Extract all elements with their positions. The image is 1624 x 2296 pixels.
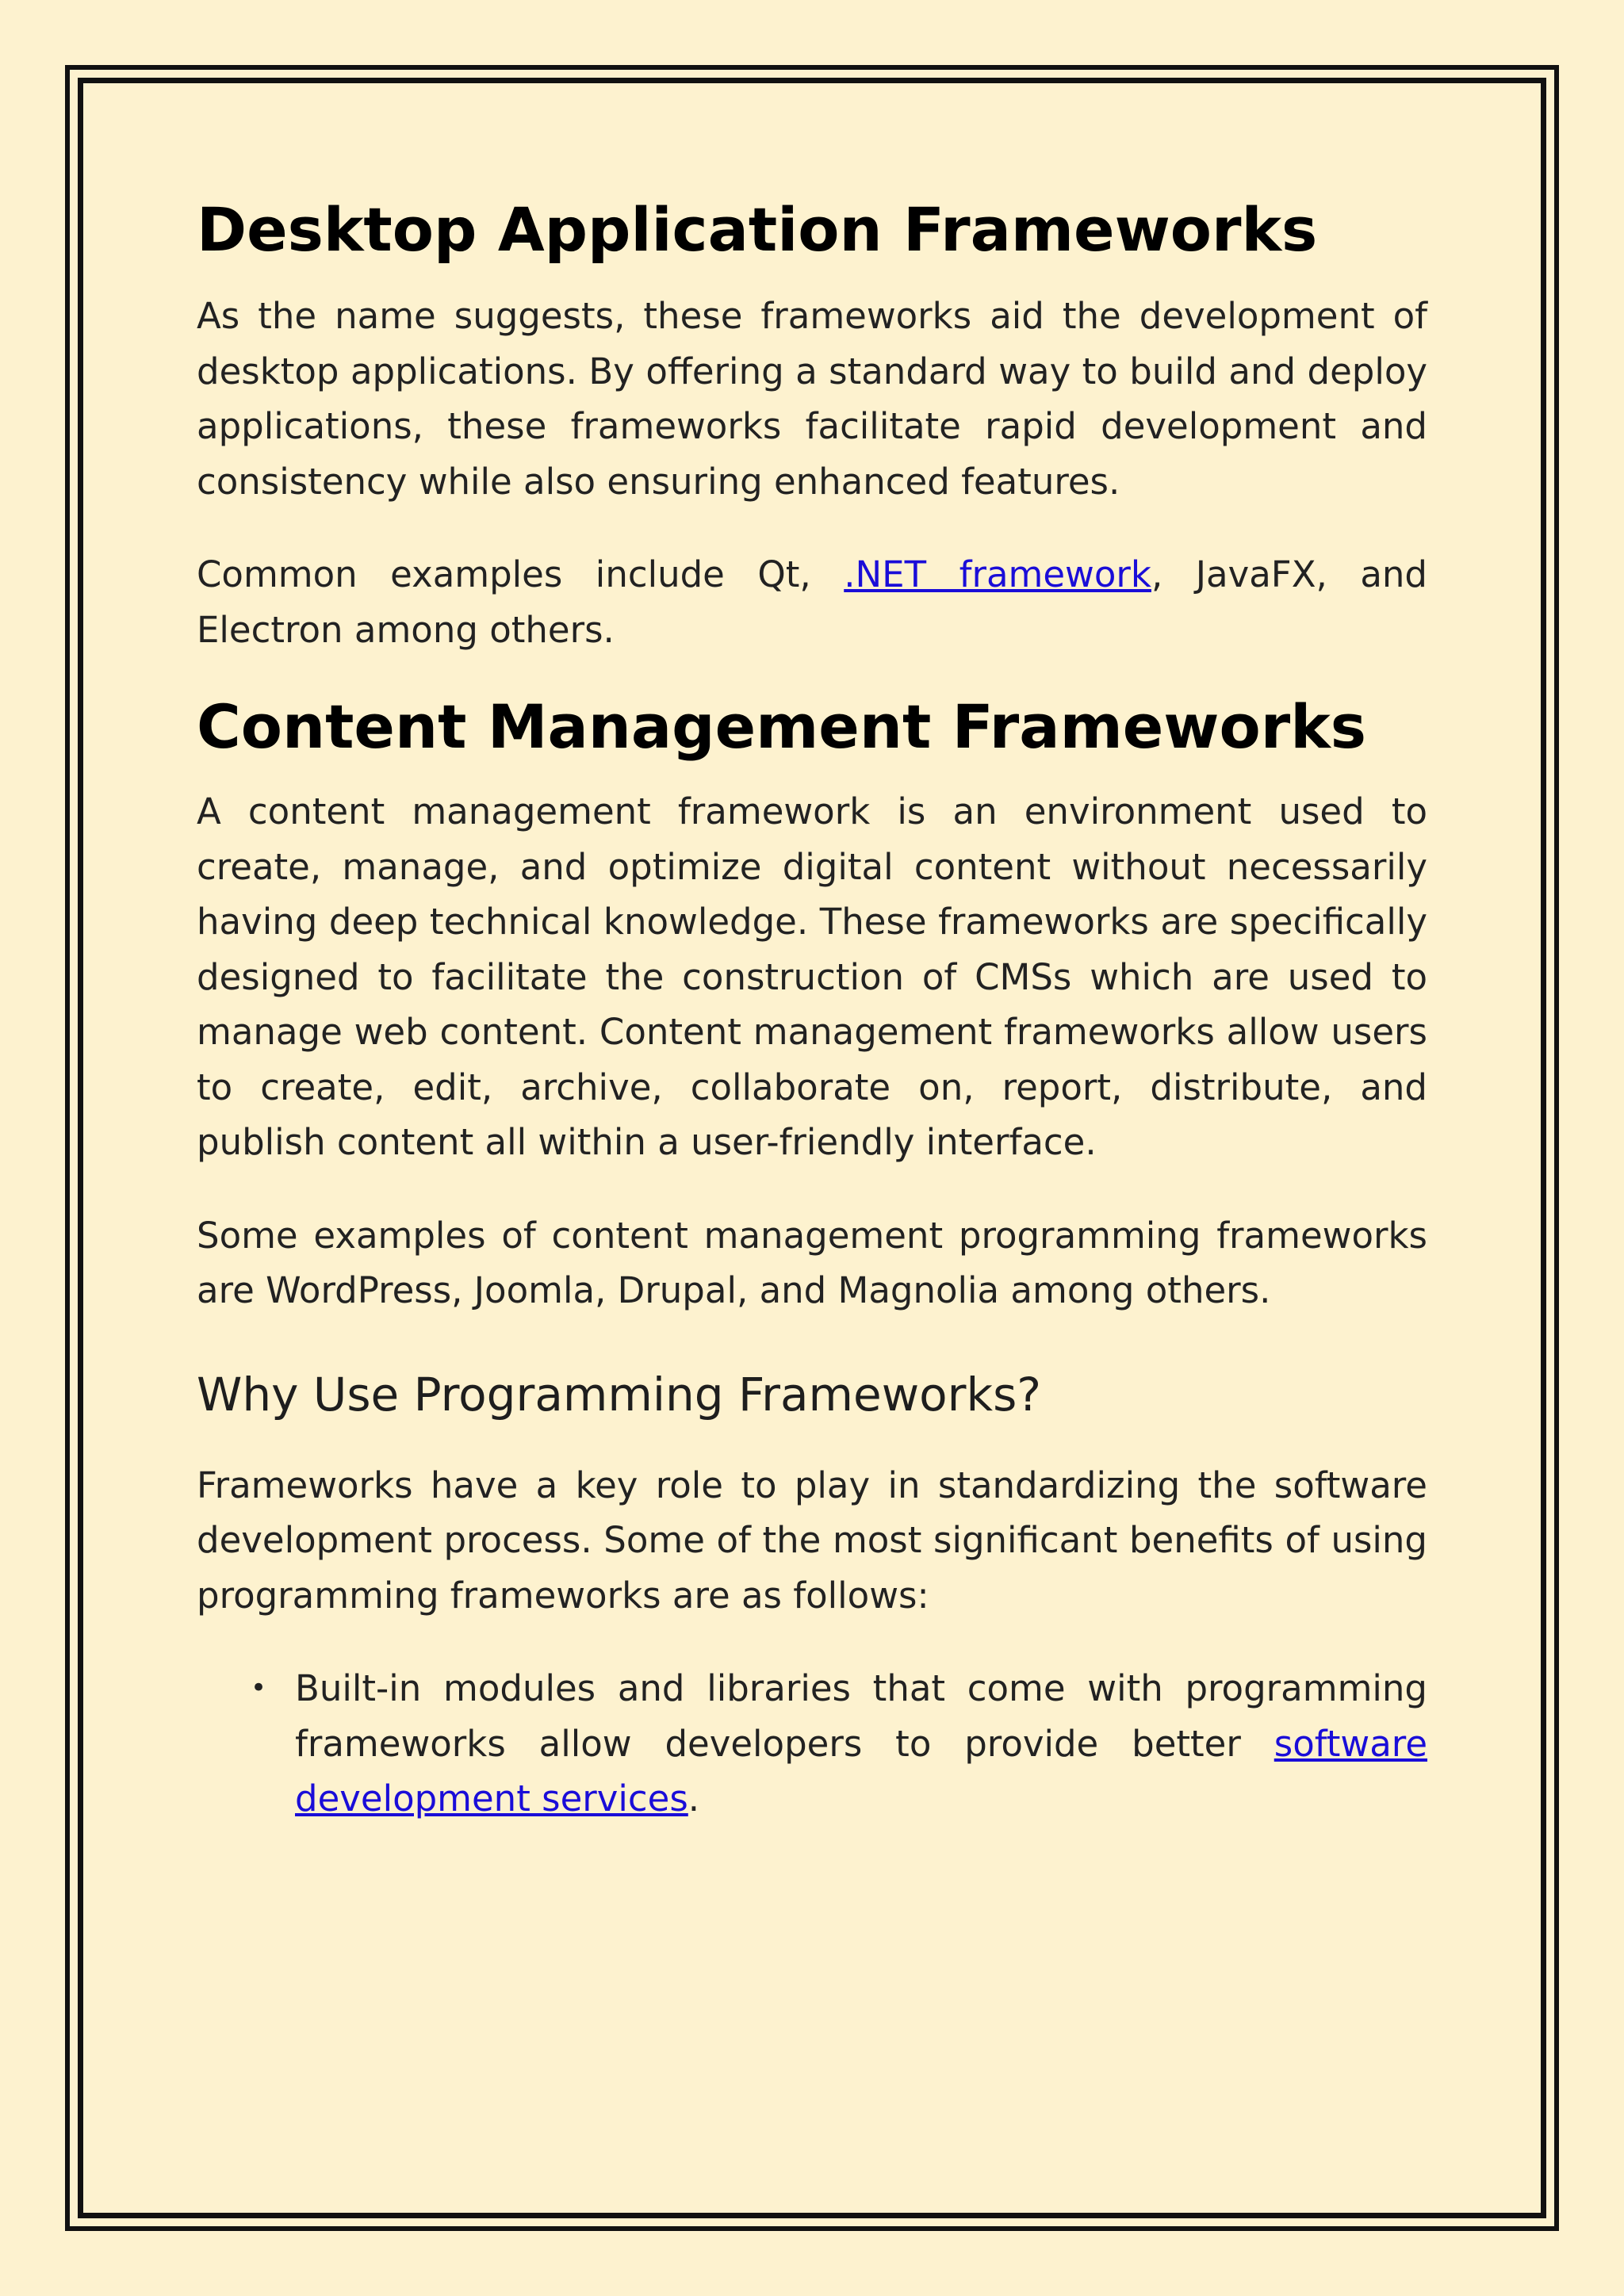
bullet-text-suffix: . (688, 1777, 700, 1820)
heading-why-use-frameworks: Why Use Programming Frameworks? (197, 1367, 1042, 1422)
paragraph-desktop-intro: As the name suggests, these frameworks aid the development of desktop applications. By offering a standard way to build and deploy applications, these frameworks facilitate rapid development and consistency while also ensuring enhanced features. (197, 295, 1427, 503)
software-development-services-link[interactable]: software development services (295, 1722, 1427, 1820)
list-item (251, 1661, 1427, 1827)
desktop-examples-prefix: Common examples include Qt, (197, 553, 845, 595)
heading-content-management-frameworks: Content Management Frameworks (197, 691, 1366, 762)
paragraph-cms-examples: Some examples of content management programming frameworks are WordPress, Joomla, Drupal, and Magnolia among others. (197, 1214, 1427, 1311)
bullet-icon: • (251, 1672, 267, 1704)
net-framework-link[interactable]: .NET framework (844, 553, 1151, 595)
heading-desktop-frameworks: Desktop Application Frameworks (197, 194, 1318, 265)
paragraph-desktop-examples (197, 547, 1427, 657)
benefits-list (197, 1661, 1427, 1827)
document-content (197, 190, 1427, 1827)
paragraph-cms-intro: A content management framework is an environment used to create, manage, and optimize digital content without necessarily having deep technical knowledge. These frameworks are specifically designed to facilitate the construction of CMSs which are used to manage web content. Content management frameworks allow users to create, edit, archive, collaborate on, report, distribute, and publish content all within a user-friendly interface. (197, 790, 1427, 1163)
bullet-text-prefix: Built-in modules and libraries that come with programming frameworks allow developers to provide better (295, 1667, 1427, 1765)
desktop-examples-suffix: , JavaFX, and Electron among others. (197, 553, 1427, 651)
paragraph-why-intro: Frameworks have a key role to play in standardizing the software development process. Some of the most significant benefits of using programming frameworks are as follows: (197, 1464, 1427, 1617)
